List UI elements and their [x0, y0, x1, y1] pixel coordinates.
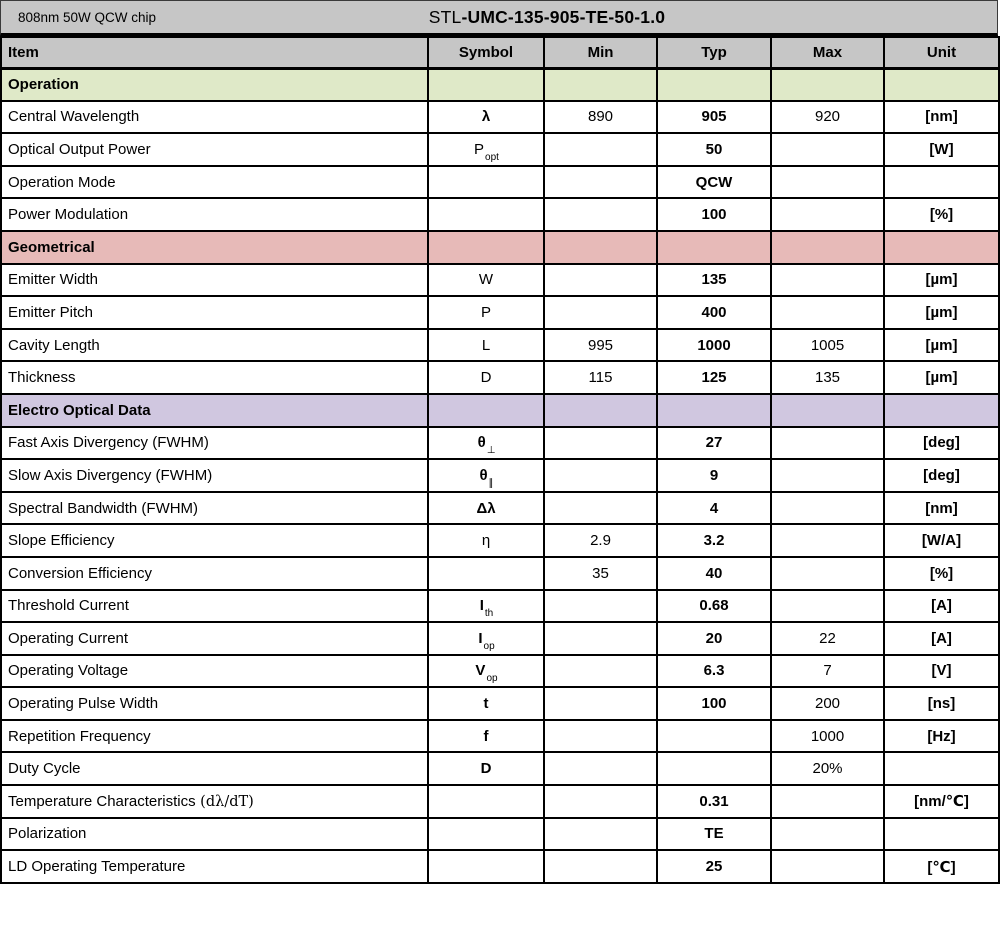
- max-cell: 1000: [771, 720, 884, 753]
- min-cell: [544, 655, 657, 688]
- min-cell: [544, 622, 657, 655]
- min-cell: [544, 296, 657, 329]
- min-cell: [544, 166, 657, 199]
- max-cell: 920: [771, 101, 884, 134]
- min-cell: [544, 687, 657, 720]
- unit-cell: [µm]: [884, 264, 999, 297]
- col-header-item: Item: [1, 37, 428, 68]
- item-cell: Cavity Length: [1, 329, 428, 362]
- typ-cell: 25: [657, 850, 771, 883]
- spec-row: [1, 655, 999, 688]
- section-cell: [884, 231, 999, 264]
- unit-cell: [W/A]: [884, 524, 999, 557]
- unit-cell: [A]: [884, 590, 999, 623]
- symbol-cell: f: [428, 720, 544, 753]
- item-cell: Polarization: [1, 818, 428, 851]
- max-cell: [771, 296, 884, 329]
- section-cell: [544, 68, 657, 101]
- typ-cell: 20: [657, 622, 771, 655]
- chip-subtitle: 808nm 50W QCW chip: [18, 9, 157, 25]
- symbol-cell: $V_{op}$: [428, 655, 544, 688]
- symbol-cell: t: [428, 687, 544, 720]
- spec-row: [1, 133, 999, 166]
- section-label: Operation: [1, 68, 428, 101]
- item-cell: Emitter Pitch: [1, 296, 428, 329]
- symbol-cell: P: [428, 296, 544, 329]
- typ-cell: 50: [657, 133, 771, 166]
- spec-row: [1, 329, 999, 362]
- min-cell: [544, 492, 657, 525]
- typ-cell: 135: [657, 264, 771, 297]
- min-cell: 2.9: [544, 524, 657, 557]
- max-cell: 22: [771, 622, 884, 655]
- unit-cell: [884, 752, 999, 785]
- typ-cell: 27: [657, 427, 771, 460]
- item-cell: Spectral Bandwidth (FWHM): [1, 492, 428, 525]
- typ-cell: 400: [657, 296, 771, 329]
- unit-cell: [µm]: [884, 329, 999, 362]
- item-cell: Operating Current: [1, 622, 428, 655]
- min-cell: [544, 590, 657, 623]
- symbol-cell: [428, 850, 544, 883]
- spec-row: [1, 427, 999, 460]
- col-header-typ: Typ: [657, 37, 771, 68]
- item-cell: Operation Mode: [1, 166, 428, 199]
- spec-row: [1, 850, 999, 883]
- symbol-cell: [428, 557, 544, 590]
- max-cell: [771, 524, 884, 557]
- max-cell: [771, 850, 884, 883]
- unit-cell: [W]: [884, 133, 999, 166]
- section-cell: [657, 68, 771, 101]
- section-row: [1, 68, 999, 101]
- item-cell: LD Operating Temperature: [1, 850, 428, 883]
- symbol-cell: [428, 166, 544, 199]
- max-cell: [771, 818, 884, 851]
- item-cell: Optical Output Power: [1, 133, 428, 166]
- spec-row: [1, 720, 999, 753]
- unit-cell: [deg]: [884, 459, 999, 492]
- section-cell: [428, 231, 544, 264]
- max-cell: 200: [771, 687, 884, 720]
- section-cell: [771, 231, 884, 264]
- spec-table-body: [1, 68, 999, 883]
- col-header-max: Max: [771, 37, 884, 68]
- item-cell: Emitter Width: [1, 264, 428, 297]
- unit-cell: [ns]: [884, 687, 999, 720]
- item-cell: Operating Pulse Width: [1, 687, 428, 720]
- item-cell: Central Wavelength: [1, 101, 428, 134]
- spec-row: [1, 785, 999, 818]
- symbol-cell: $I_{op}$: [428, 622, 544, 655]
- spec-row: [1, 296, 999, 329]
- spec-row: [1, 818, 999, 851]
- item-formula: (dλ/dT): [195, 793, 254, 810]
- spec-table: [0, 36, 1000, 884]
- spec-row: [1, 687, 999, 720]
- header-row: [1, 37, 999, 68]
- unit-cell: [nm/℃]: [884, 785, 999, 818]
- col-header-unit: Unit: [884, 37, 999, 68]
- spec-row: [1, 101, 999, 134]
- max-cell: [771, 264, 884, 297]
- section-cell: [428, 68, 544, 101]
- section-cell: [771, 394, 884, 427]
- spec-row: [1, 166, 999, 199]
- spec-row: [1, 590, 999, 623]
- max-cell: 1005: [771, 329, 884, 362]
- min-cell: [544, 198, 657, 231]
- max-cell: [771, 492, 884, 525]
- typ-cell: 40: [657, 557, 771, 590]
- typ-cell: 9: [657, 459, 771, 492]
- symbol-cell: λ: [428, 101, 544, 134]
- section-label: Geometrical: [1, 231, 428, 264]
- item-cell: Threshold Current: [1, 590, 428, 623]
- typ-cell: [657, 752, 771, 785]
- col-header-symbol: Symbol: [428, 37, 544, 68]
- symbol-cell: D: [428, 361, 544, 394]
- max-cell: [771, 557, 884, 590]
- min-cell: [544, 818, 657, 851]
- col-header-min: Min: [544, 37, 657, 68]
- unit-cell: [A]: [884, 622, 999, 655]
- item-cell: Operating Voltage: [1, 655, 428, 688]
- item-cell: Thickness: [1, 361, 428, 394]
- section-cell: [884, 394, 999, 427]
- unit-cell: [884, 818, 999, 851]
- item-cell: Slow Axis Divergency (FWHM): [1, 459, 428, 492]
- spec-row: [1, 264, 999, 297]
- spec-row: [1, 524, 999, 557]
- section-cell: [657, 394, 771, 427]
- max-cell: [771, 198, 884, 231]
- min-cell: [544, 720, 657, 753]
- max-cell: [771, 427, 884, 460]
- unit-cell: [Hz]: [884, 720, 999, 753]
- spec-row: [1, 198, 999, 231]
- typ-cell: 0.31: [657, 785, 771, 818]
- max-cell: [771, 459, 884, 492]
- min-cell: [544, 427, 657, 460]
- symbol-cell: [428, 198, 544, 231]
- section-row: [1, 231, 999, 264]
- typ-cell: 905: [657, 101, 771, 134]
- symbol-cell: $\theta_\perp$: [428, 427, 544, 460]
- title-bar: [0, 0, 998, 36]
- spec-row: [1, 622, 999, 655]
- item-cell: Fast Axis Divergency (FWHM): [1, 427, 428, 460]
- min-cell: 890: [544, 101, 657, 134]
- section-row: [1, 394, 999, 427]
- symbol-cell: W: [428, 264, 544, 297]
- unit-cell: [nm]: [884, 101, 999, 134]
- unit-cell: [V]: [884, 655, 999, 688]
- symbol-cell: [428, 785, 544, 818]
- min-cell: [544, 459, 657, 492]
- typ-cell: 100: [657, 687, 771, 720]
- spec-row: [1, 557, 999, 590]
- typ-cell: 4: [657, 492, 771, 525]
- unit-cell: [nm]: [884, 492, 999, 525]
- max-cell: 7: [771, 655, 884, 688]
- section-cell: [657, 231, 771, 264]
- part-number-prefix: STL: [428, 6, 462, 27]
- typ-cell: TE: [657, 818, 771, 851]
- max-cell: [771, 166, 884, 199]
- part-number-main: -UMC-135-905-TE-50-1.0: [461, 6, 666, 27]
- symbol-cell: L: [428, 329, 544, 362]
- typ-cell: 3.2: [657, 524, 771, 557]
- unit-cell: [%]: [884, 198, 999, 231]
- spec-row: [1, 459, 999, 492]
- min-cell: 35: [544, 557, 657, 590]
- spec-row: [1, 361, 999, 394]
- typ-cell: 0.68: [657, 590, 771, 623]
- max-cell: 20%: [771, 752, 884, 785]
- item-cell: Conversion Efficiency: [1, 557, 428, 590]
- unit-cell: [µm]: [884, 361, 999, 394]
- symbol-cell: D: [428, 752, 544, 785]
- typ-cell: 125: [657, 361, 771, 394]
- unit-cell: [%]: [884, 557, 999, 590]
- symbol-cell: Δλ: [428, 492, 544, 525]
- min-cell: [544, 850, 657, 883]
- typ-cell: 1000: [657, 329, 771, 362]
- item-cell: Power Modulation: [1, 198, 428, 231]
- typ-cell: 100: [657, 198, 771, 231]
- unit-cell: [deg]: [884, 427, 999, 460]
- typ-cell: QCW: [657, 166, 771, 199]
- unit-cell: [884, 166, 999, 199]
- section-cell: [544, 231, 657, 264]
- min-cell: 995: [544, 329, 657, 362]
- item-cell: Slope Efficiency: [1, 524, 428, 557]
- max-cell: [771, 785, 884, 818]
- unit-cell: [℃]: [884, 850, 999, 883]
- min-cell: [544, 264, 657, 297]
- max-cell: [771, 590, 884, 623]
- section-label: Electro Optical Data: [1, 394, 428, 427]
- spec-row: [1, 752, 999, 785]
- item-cell: Temperature Characteristics (dλ/dT): [1, 785, 428, 818]
- min-cell: [544, 752, 657, 785]
- symbol-cell: [428, 818, 544, 851]
- min-cell: 115: [544, 361, 657, 394]
- typ-cell: 6.3: [657, 655, 771, 688]
- symbol-cell: $P_{opt}$: [428, 133, 544, 166]
- section-cell: [771, 68, 884, 101]
- symbol-cell: η: [428, 524, 544, 557]
- max-cell: 135: [771, 361, 884, 394]
- typ-cell: [657, 720, 771, 753]
- symbol-cell: $\theta_\parallel$: [428, 459, 544, 492]
- section-cell: [884, 68, 999, 101]
- section-cell: [428, 394, 544, 427]
- section-cell: [544, 394, 657, 427]
- max-cell: [771, 133, 884, 166]
- unit-cell: [µm]: [884, 296, 999, 329]
- spec-row: [1, 492, 999, 525]
- item-cell: Repetition Frequency: [1, 720, 428, 753]
- spec-table-header: [1, 37, 999, 68]
- min-cell: [544, 133, 657, 166]
- item-cell: Duty Cycle: [1, 752, 428, 785]
- symbol-cell: $I_{th}$: [428, 590, 544, 623]
- min-cell: [544, 785, 657, 818]
- part-number-title: [429, 7, 665, 27]
